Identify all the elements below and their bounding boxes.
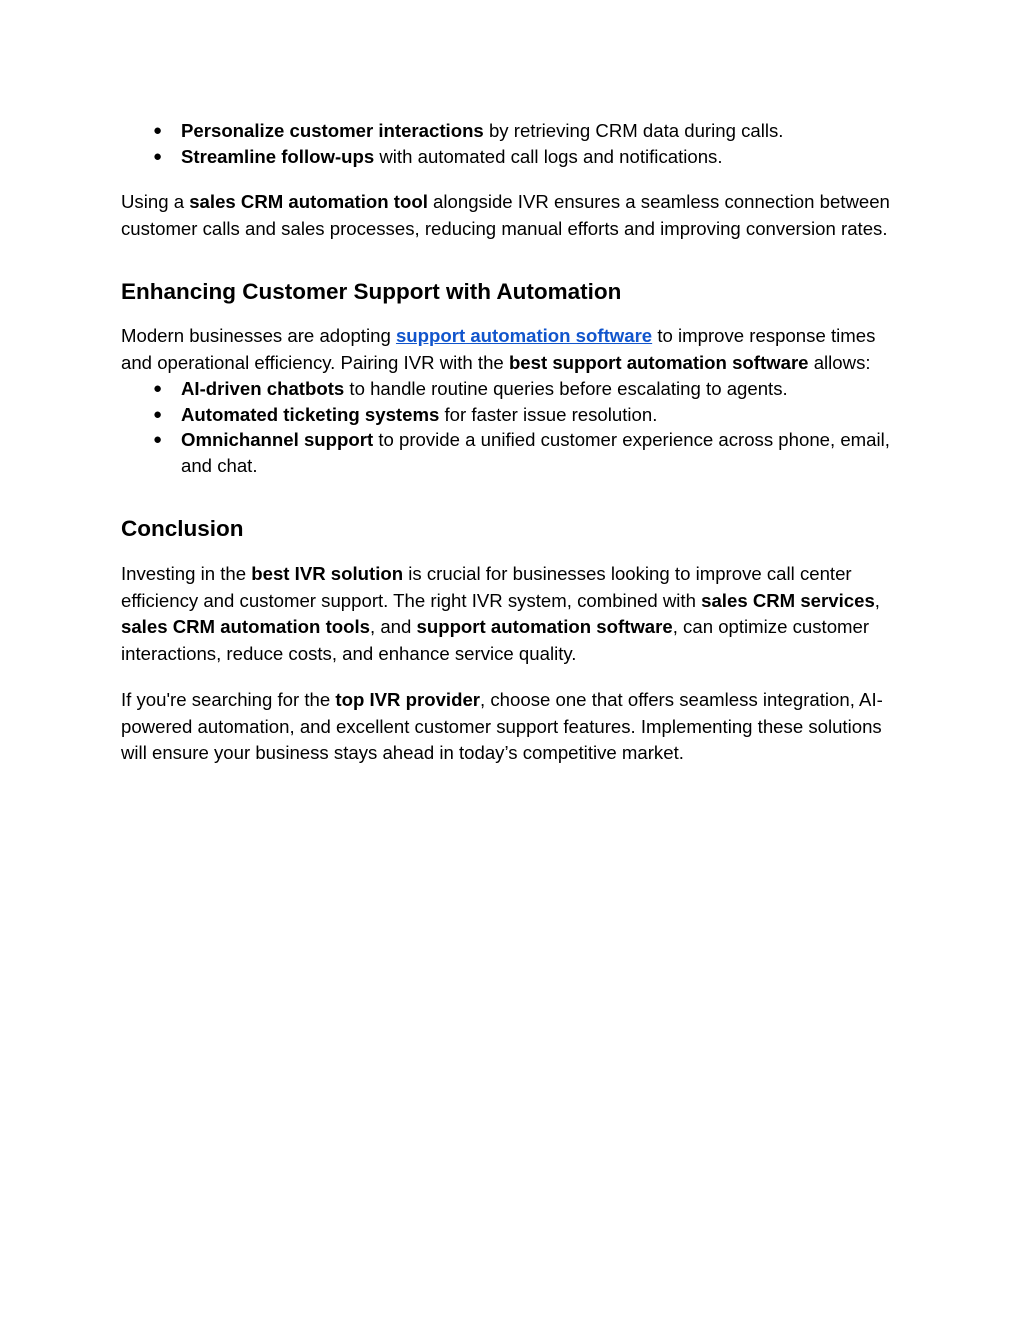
paragraph-text: to improve response times and operational efficiency. Pairing IVR with the [121, 325, 876, 373]
paragraph-bold: sales CRM automation tools [121, 616, 370, 637]
bullet-icon: ● [153, 122, 163, 139]
support-automation-software-link[interactable]: support automation software [395, 325, 653, 346]
list-item-text: for faster issue resolution. [439, 403, 658, 425]
list-item-text: to handle routine queries before escalating to agents. [344, 378, 788, 399]
paragraph-text: , choose one that offers seamless integration, AI-powered automation, and excellent customer support features. Implementing these solutions will ensure your business stays ahead in today’s competitive market. [121, 689, 883, 763]
paragraph-bold: best support automation software [508, 351, 809, 373]
paragraph-text: Investing in the [121, 563, 252, 584]
ivr-provider-paragraph [121, 687, 911, 767]
list-item-text: to provide a unified customer experience across phone, email, and chat. [181, 429, 890, 476]
section-heading-support-automation: Enhancing Customer Support with Automation [121, 279, 622, 304]
paragraph-bold: sales CRM automation tool [189, 191, 428, 212]
paragraph-bold: top IVR provider [335, 689, 481, 710]
bullet-icon: ● [153, 405, 163, 423]
document-content [121, 118, 911, 767]
crm-automation-paragraph [121, 189, 911, 242]
list-item [121, 144, 911, 170]
bullet-icon: ● [153, 147, 163, 165]
list-item [121, 427, 911, 478]
list-item [121, 118, 911, 144]
list-item-bold: Automated ticketing systems [181, 403, 440, 425]
support-features-list [121, 376, 911, 478]
paragraph-text: , [874, 589, 880, 611]
list-item [121, 402, 911, 428]
paragraph-text: Modern businesses are adopting [121, 325, 396, 346]
paragraph-text: , and [369, 616, 417, 637]
list-item-text: with automated call logs and notifications. [374, 145, 723, 167]
paragraph-text: allows: [808, 351, 871, 373]
conclusion-paragraph [121, 561, 911, 667]
list-item-text: by retrieving CRM data during calls. [483, 120, 784, 141]
list-item-bold: Omnichannel support [181, 429, 374, 450]
paragraph-text: , can optimize customer interactions, reduce costs, and enhance service quality. [121, 616, 870, 664]
paragraph-text: alongside IVR ensures a seamless connection between customer calls and sales processes, reducing manual efforts and improving conversion rates. [121, 191, 890, 239]
list-item [121, 376, 911, 402]
section-heading-conclusion: Conclusion [121, 516, 244, 541]
crm-benefits-list [121, 118, 911, 169]
paragraph-bold: best IVR solution [251, 563, 404, 584]
bullet-icon: ● [153, 431, 163, 448]
list-item-bold: Streamline follow-ups [181, 145, 375, 167]
list-item-bold: Personalize customer interactions [181, 120, 484, 141]
bullet-icon: ● [153, 380, 163, 397]
paragraph-bold: sales CRM services [701, 589, 875, 611]
paragraph-text: If you're searching for the [121, 689, 336, 710]
list-item-bold: AI-driven chatbots [181, 378, 345, 399]
support-automation-paragraph [121, 323, 911, 376]
paragraph-bold: support automation software [416, 616, 673, 637]
paragraph-text: is crucial for businesses looking to improve call center efficiency and customer support. The right IVR system, combined with [121, 563, 852, 611]
paragraph-text: Using a [121, 191, 190, 212]
